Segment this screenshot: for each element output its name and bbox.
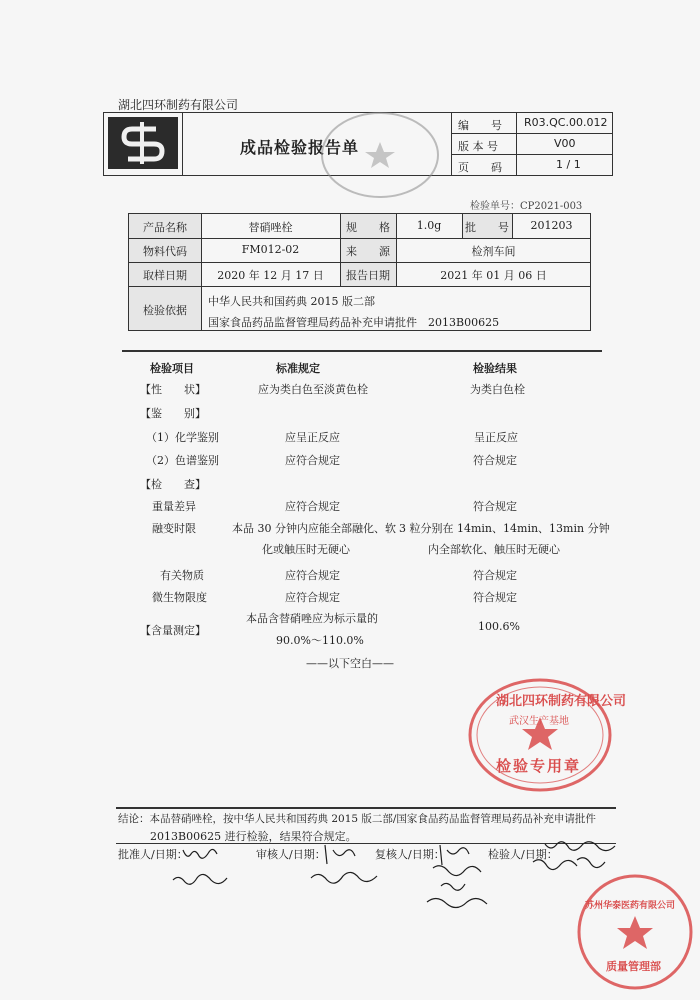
- source-value: 检剂车间: [471, 245, 516, 258]
- conclusion-line-1: 结论：本品替硝唑栓，按中华人民共和国药典 2015 版二部/国家食品药品监督管理局药品补充申请批件: [118, 813, 596, 825]
- chrom-result: 符合规定: [473, 454, 517, 467]
- company-name: 湖北四环制药有限公司: [118, 98, 239, 112]
- related-label: 有关物质: [160, 569, 204, 582]
- char-label: 【性 状】: [140, 383, 206, 396]
- code-value: R03.QC.00.012: [524, 116, 608, 129]
- spec-value: 1.0g: [416, 219, 442, 232]
- divider: [451, 112, 452, 176]
- code-label: 编 号: [458, 119, 502, 132]
- divider: [451, 133, 613, 134]
- report-date-value: 2021 年 01 月 06 日: [440, 269, 547, 282]
- handwritten-signatures: [115, 840, 635, 920]
- related-result: 符合规定: [473, 569, 517, 582]
- micro-standard: 应符合规定: [285, 591, 340, 604]
- divider: [516, 112, 517, 176]
- basis-line-2: 国家食品药品监督管理局药品补充申请批件 2013B00625: [208, 316, 500, 329]
- batch-label: 批 号: [465, 221, 509, 234]
- chem-result: 呈正反应: [474, 431, 518, 444]
- inspect-label: 检验人/日期：: [488, 848, 558, 861]
- recheck-label: 复核人/日期：: [375, 848, 445, 861]
- page-title: 成品检验报告单: [240, 138, 360, 157]
- char-standard: 应为类白色至淡黄色栓: [258, 383, 368, 396]
- report-date-label: 报告日期: [346, 269, 390, 282]
- page-value: 1 / 1: [556, 158, 581, 171]
- weight-result: 符合规定: [473, 500, 517, 513]
- qc-stamp-company: 湖北四环制药有限公司: [496, 694, 627, 709]
- weight-standard: 应符合规定: [285, 500, 340, 513]
- micro-label: 微生物限度: [152, 591, 207, 604]
- assay-standard-2: 90.0%～110.0%: [276, 634, 364, 647]
- code-label: 物料代码: [143, 245, 187, 258]
- divider: [128, 238, 591, 239]
- source-label: 来 源: [346, 245, 390, 258]
- page-label: 页 码: [458, 161, 502, 174]
- version-value: V00: [554, 137, 576, 150]
- chem-label: （1）化学鉴别: [146, 431, 219, 444]
- ident-label: 【鉴 别】: [140, 407, 206, 420]
- assay-standard-1: 本品含替硝唑应为标示量的: [246, 612, 378, 625]
- melt-label: 融变时限: [152, 522, 196, 535]
- related-standard: 应符合规定: [285, 569, 340, 582]
- approve-label: 批准人/日期：: [118, 848, 188, 861]
- product-label: 产品名称: [143, 221, 187, 234]
- divider: [128, 262, 591, 263]
- col-item: 检验项目: [150, 362, 194, 375]
- batch-value: 201203: [530, 219, 573, 232]
- section-rule: [116, 807, 616, 809]
- qa-stamp-company: 苏州华泰医药有限公司: [585, 901, 676, 911]
- basis-line-1: 中华人民共和国药典 2015 版二部: [208, 295, 375, 308]
- conclusion-line-2: 2013B00625 进行检验，结果符合规定。: [150, 830, 357, 843]
- qa-stamp-name: 质量管理部: [606, 960, 661, 973]
- melt-standard-2: 化或触压时无硬心: [262, 543, 350, 556]
- assay-result: 100.6%: [478, 620, 520, 633]
- char-result: 为类白色栓: [470, 383, 525, 396]
- basis-label: 检验依据: [143, 304, 187, 317]
- col-standard: 标准规定: [276, 362, 320, 375]
- company-logo: [108, 117, 178, 169]
- sample-date-label: 取样日期: [143, 269, 187, 282]
- sample-date-value: 2020 年 12 月 17 日: [217, 269, 324, 282]
- code-value: FM012-02: [241, 243, 300, 256]
- chem-standard: 应呈正反应: [285, 431, 340, 444]
- product-value: 替硝唑栓: [248, 221, 293, 234]
- divider: [182, 112, 183, 176]
- section-rule: [122, 350, 602, 352]
- blank-marker: ——以下空白——: [306, 657, 394, 670]
- micro-result: 符合规定: [473, 591, 517, 604]
- report-number: 检验单号：CP2021-003: [470, 201, 583, 212]
- melt-result-2: 内全部软化、触压时无硬心: [428, 543, 560, 556]
- header-stamp: [310, 110, 450, 200]
- divider: [128, 286, 591, 287]
- chrom-standard: 应符合规定: [285, 454, 340, 467]
- melt-result-1: 3 粒分别在 14min、14min、13min 分钟: [399, 522, 610, 535]
- qc-stamp-site: 武汉生产基地: [509, 716, 569, 727]
- version-label: 版 本 号: [458, 140, 498, 153]
- assay-label: 【含量测定】: [140, 624, 206, 637]
- spec-label: 规 格: [346, 221, 390, 234]
- col-result: 检验结果: [473, 362, 517, 375]
- divider: [451, 154, 613, 155]
- chrom-label: （2）色谱鉴别: [146, 454, 219, 467]
- qc-stamp-name: 检验专用章: [496, 757, 582, 775]
- melt-standard-1: 本品 30 分钟内应能全部融化、软: [232, 522, 396, 535]
- weight-label: 重量差异: [152, 500, 196, 513]
- exam-label: 【检 查】: [140, 478, 206, 491]
- review-label: 审核人/日期：: [256, 848, 326, 861]
